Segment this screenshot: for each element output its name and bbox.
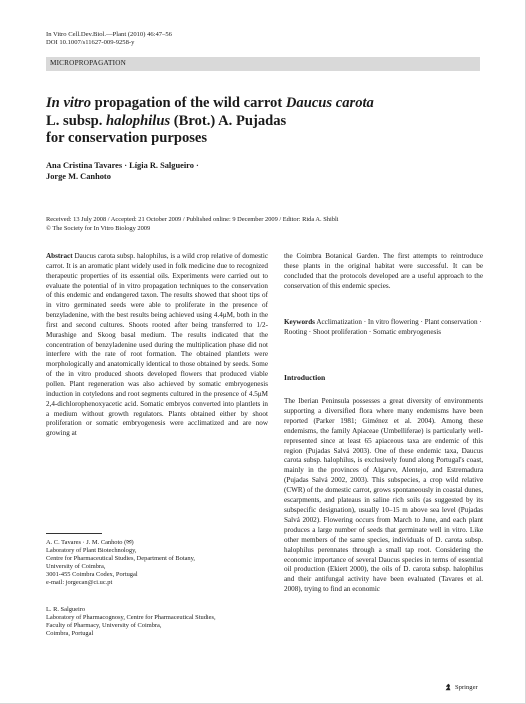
introduction-text: The Iberian Peninsula possesses a great diversity of environments supporting a diversified flora where many endemisms have been reported (Parker 1981; Giménez et al. 2004). Among these endemisms, the family Apiaceae (Umbelliferae) is particularly well-represented since at least 65 apiaceous taxa are endemic of this region (Pujadas Salvá 2003). One of these endemic taxa, Daucus carota subsp. halophilus, is exclusively found along Portugal's coast, mainly in the provinces of Algarve, Alentejo, and Estremadura (Pujadas Salvá 2002, 2003). This subspecies, a crop wild relative (CWR) of the domestic carrot, grows spontaneously in coastal dunes, escarpments, and plateaus in saline rich soils (as suggested by its subspecific designation), usually 10–15 m above sea level (Pujadas Salvá 2002). Flowering occurs from March to June, and each plant produces a large number of seeds that germinate well in vitro. Like other members of the same species, individuals of D. carota subsp. halophilus perennates through a small tap root. Considering the economic importance of several Daucus species in terms of essential oil production (Ekiert 2000), the oils of D. carota subsp. halophilus and their antifungal activity have been evaluated (Tavares et al. 2008), trying to find an economic <box>284 397 483 594</box>
abstract-label: Abstract <box>46 252 73 260</box>
author-list: Ana Cristina Tavares · Lígia R. Salgueiro · Jorge M. Canhoto <box>46 161 199 181</box>
email-link: e-mail: jorgecan@ci.uc.pt <box>46 578 113 586</box>
chess-knight-icon <box>444 683 452 691</box>
publisher-mark <box>444 683 478 691</box>
abstract-text: Daucus carota subsp. halophilus, is a wild crop relative of domestic carrot. It is an aromatic plant widely used in folk medicine due to recognized therapeutic properties of its essential oils. Experiments were carried out to evaluate the potential of in vitro propagation techniques to the conservation of this endemic and endangered taxon. The results showed that shoot tips of in vitro germinated seeds were able to proliferate in the presence of benzyladenine, with the best results being achieved using 4.4μM, both in the first and second cultures. Shoots rooted after being transferred to 1/2-Murashige and Skoog basal medium. The results indicated that the concentration of benzyladenine used during the multiplication phase did not interfere with the rate of root formation. The obtained plantlets were morphologically and anatomically identical to those obtained by seeds. Some of the in vitro produced shoots developed flowers that produced viable pollen. Plant regeneration was also achieved by somatic embryogenesis induction in cotyledons and root segments cultured in the presence of 4.5μM 2,4-dichlorophenoxyacetic acid. Somatic embryos converted into plantlets in a medium without growth regulators. Plants obtained either by shoot proliferation or somatic embryogenesis were acclimatized and are now growing at <box>46 252 268 438</box>
paper-title: In vitro propagation of the wild carrot Daucus carota L. subsp. halophilus (Brot.) A. Pujadas for conservation purposes <box>46 95 374 147</box>
affiliation-1: A. C. Tavares · J. M. Canhoto (✉) Laboratory of Plant Biotechnology, Centre for Pharmaceutical Studies, Department of Botany, University of Coimbra, 3001-455 Coimbra Codex, Portugal e-mail: jorgecan@ci.uc.pt <box>46 539 196 586</box>
affiliation-2: L. R. Salgueiro Laboratory of Pharmacognosy, Centre for Pharmaceutical Studies, Faculty of Pharmacy, University of Coimbra, Coimbra, Portugal <box>46 606 216 637</box>
doi-line: DOI 10.1007/s11627-009-9258-y <box>46 39 135 47</box>
section-banner: MICROPROPAGATION <box>46 57 480 71</box>
footnote-rule <box>46 533 102 534</box>
abstract-column <box>46 252 268 439</box>
introduction-heading: Introduction <box>284 373 326 382</box>
keywords <box>284 318 484 338</box>
journal-header <box>46 31 172 48</box>
abstract-continuation: the Coimbra Botanical Garden. The first attempts to reintroduce these plants in the original habitat were successful. It can be concluded that the protocols developed are a useful approach to the conservation of this endemic species. <box>284 252 483 290</box>
journal-citation: In Vitro Cell.Dev.Biol.—Plant (2010) 46:47–56 <box>46 31 172 38</box>
keywords-label: Keywords <box>284 318 315 326</box>
publisher-name: Springer <box>455 683 478 691</box>
publication-dates: Received: 13 July 2008 / Accepted: 21 October 2009 / Published online: 9 December 2009 / Editor: Rida A. Shibli © The Society for In Vitro Biology 2009 <box>46 216 339 232</box>
keywords-text: Acclimatization · In vitro flowering · Plant conservation · Rooting · Shoot proliferation · Somatic embryogenesis <box>284 318 482 336</box>
copyright-line: © The Society for In Vitro Biology 2009 <box>46 224 151 232</box>
